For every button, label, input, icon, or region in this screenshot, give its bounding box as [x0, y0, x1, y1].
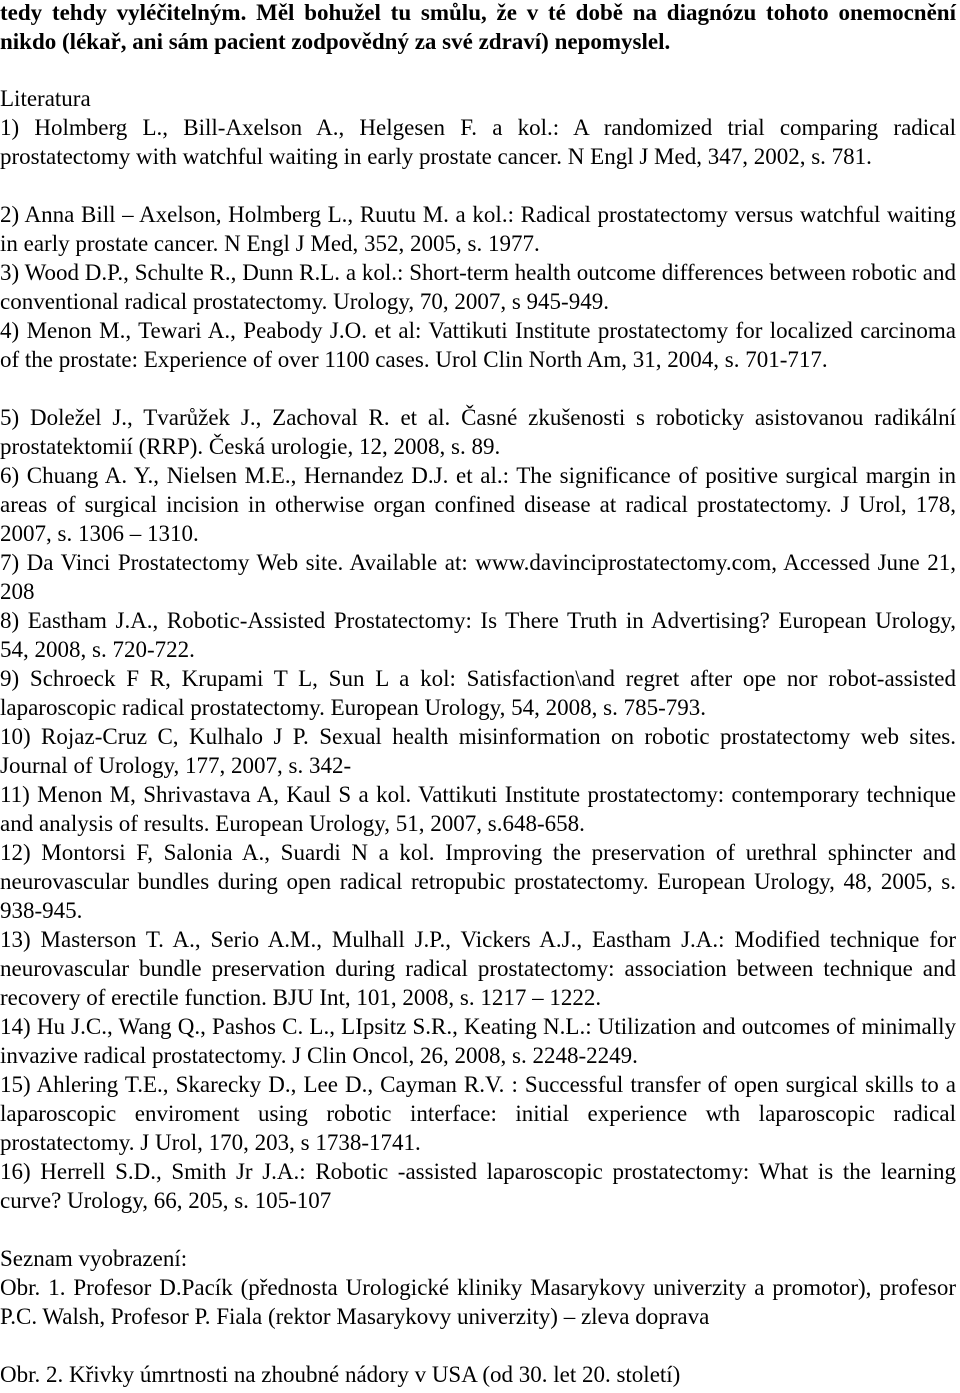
reference-11: 11) Menon M, Shrivastava A, Kaul S a kol. Vattikuti Institute prostatectomy: contemporary technique and analysis of results. European Urology, 51, 2007, s.648-658. — [0, 782, 956, 836]
reference-12: 12) Montorsi F, Salonia A., Suardi N a kol. Improving the preservation of urethral sphincter and neurovascular bundles during open radical retropubic prostatectomy. European Urology, 48, 2005, s. 938-945. — [0, 840, 956, 923]
reference-8: 8) Eastham J.A., Robotic-Assisted Prostatectomy: Is There Truth in Advertising? European Urology, 54, 2008, s. 720-722. — [0, 608, 956, 662]
reference-14: 14) Hu J.C., Wang Q., Pashos C. L., LIpsitz S.R., Keating N.L.: Utilization and outcomes of minimally invazive radical prostatectomy. J Clin Oncol, 26, 2008, s. 2248-2249. — [0, 1014, 956, 1068]
reference-5: 5) Doležel J., Tvarůžek J., Zachoval R. et al. Časné zkušenosti s roboticky asistovanou radikální prostatektomií (RRP). Česká urologie, 12, 2008, s. 89. — [0, 405, 956, 459]
figures-heading: Seznam vyobrazení: — [0, 1246, 188, 1271]
reference-10: 10) Rojaz-Cruz C, Kulhalo J P. Sexual health misinformation on robotic prostatectomy web sites. Journal of Urology, 177, 2007, s. 342- — [0, 724, 956, 778]
intro-paragraph: tedy tehdy vyléčitelným. Měl bohužel tu smůlu, že v té době na diagnózu tohoto onemocnění nikdo (lékař, ani sám pacient zodpovědný za své zdraví) nepomyslel. — [0, 0, 956, 54]
reference-13: 13) Masterson T. A., Serio A.M., Mulhall J.P., Vickers A.J., Eastham J.A.: Modified technique for neurovascular bundle preservation during radical prostatectomy: association between technique and recovery of erectile function. BJU Int, 101, 2008, s. 1217 – 1222. — [0, 927, 956, 1010]
reference-4: 4) Menon M., Tewari A., Peabody J.O. et al: Vattikuti Institute prostatectomy for localized carcinoma of the prostate: Experience of over 1100 cases. Urol Clin North Am, 31, 2004, s. 701-717. — [0, 318, 956, 372]
reference-2: 2) Anna Bill – Axelson, Holmberg L., Ruutu M. a kol.: Radical prostatectomy versus watchful waiting in early prostate cancer. N Engl J Med, 352, 2005, s. 1977. — [0, 202, 956, 256]
figure-caption-2: Obr. 2. Křivky úmrtnosti na zhoubné nádory v USA (od 30. let 20. století) — [0, 1362, 681, 1387]
reference-16: 16) Herrell S.D., Smith Jr J.A.: Robotic -assisted laparoscopic prostatectomy: What is the learning curve? Urology, 66, 205, s. 105-107 — [0, 1159, 956, 1213]
figure-caption-1: Obr. 1. Profesor D.Pacík (přednosta Urologické kliniky Masarykovy univerzity a promotor), profesor P.C. Walsh, Profesor P. Fiala (rektor Masarykovy univerzity) – zleva doprava — [0, 1275, 956, 1329]
literature-heading: Literatura — [0, 86, 91, 111]
reference-15: 15) Ahlering T.E., Skarecky D., Lee D., Cayman R.V. : Successful transfer of open surgical skills to a laparoscopic enviroment using robotic interface: initial experience wth laparoscopic radical prostatectomy. J Urol, 170, 203, s 1738-1741. — [0, 1072, 956, 1155]
reference-6: 6) Chuang A. Y., Nielsen M.E., Hernandez D.J. et al.: The significance of positive surgical margin in areas of surgical incision in otherwise organ confined disease at radical prostatectomy. J Urol, 178, 2007, s. 1306 – 1310. — [0, 463, 956, 546]
reference-1: 1) Holmberg L., Bill-Axelson A., Helgesen F. a kol.: A randomized trial comparing radical prostatectomy with watchful waiting in early prostate cancer. N Engl J Med, 347, 2002, s. 781. — [0, 115, 956, 169]
reference-3: 3) Wood D.P., Schulte R., Dunn R.L. a kol.: Short-term health outcome differences between robotic and conventional radical prostatectomy. Urology, 70, 2007, s 945-949. — [0, 260, 956, 314]
reference-7: 7) Da Vinci Prostatectomy Web site. Available at: www.davinciprostatectomy.com, Accessed June 21, 208 — [0, 550, 956, 604]
reference-9: 9) Schroeck F R, Krupami T L, Sun L a kol: Satisfaction\and regret after ope nor robot-assisted laparoscopic radical prostatectomy. European Urology, 54, 2008, s. 785-793. — [0, 666, 956, 720]
